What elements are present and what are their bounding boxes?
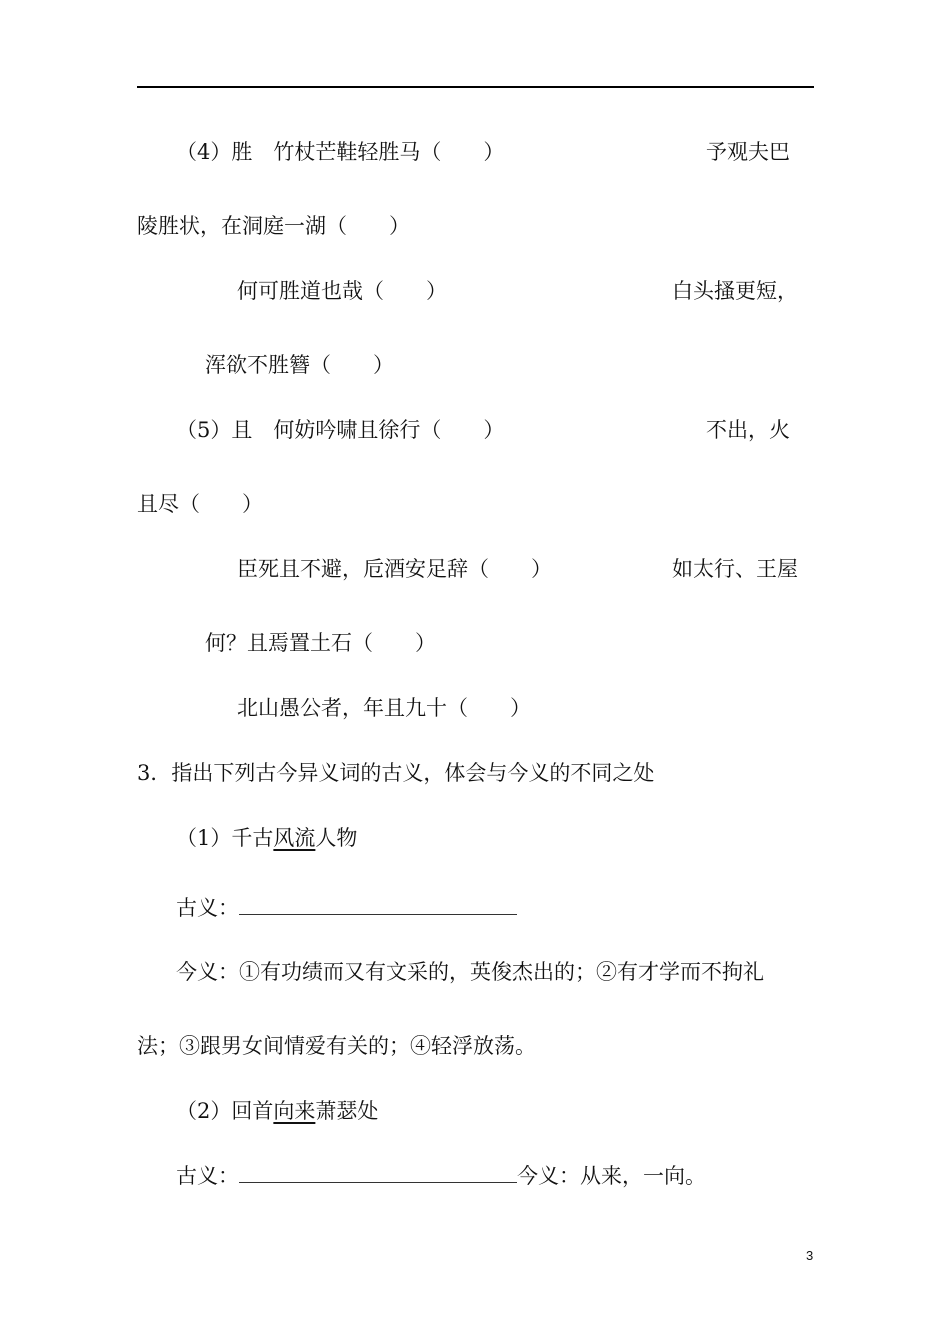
- q3-sub-2-suffix: 萧瑟处: [315, 1099, 379, 1123]
- gu-yi-label: 古义：: [176, 896, 239, 920]
- gu-yi-row-1: [176, 894, 517, 922]
- item5-line-4: 何？且焉置土石（ ）: [205, 631, 436, 655]
- jin-yi-line-1: 今义：①有功绩而又有文采的，英俊杰出的；②有才学而不拘礼: [176, 960, 764, 984]
- q3-sub-1-word: 风流: [273, 826, 316, 850]
- item5-right-1: 不出，火: [706, 418, 790, 442]
- jin-yi-2: 今义：从来，一向。: [517, 1164, 706, 1188]
- item5-line-5: 北山愚公者，年且九十（ ）: [237, 696, 531, 720]
- item4-right-1: 予观夫巴: [706, 140, 790, 164]
- item5-line-3: 臣死且不避，卮酒安足辞（ ）: [237, 557, 552, 581]
- item4-heading: （4）胜 竹杖芒鞋轻胜马（ ）: [176, 140, 505, 164]
- item4-line-3: 何可胜道也哉（ ）: [237, 279, 447, 303]
- header-rule: [137, 86, 814, 88]
- q3-sub-1-prefix: （1）千古: [176, 826, 274, 850]
- q3-sub-1-suffix: 人物: [315, 826, 358, 850]
- question-3-title: 3．指出下列古今异义词的古义，体会与今义的不同之处: [137, 761, 655, 785]
- q3-sub-2-prefix: （2）回首: [176, 1099, 274, 1123]
- item5-line-2: 且尽（ ）: [137, 492, 263, 516]
- item5-right-3: 如太行、王屋: [672, 557, 798, 581]
- item5-heading: （5）且 何妨吟啸且徐行（ ）: [176, 418, 505, 442]
- gu-yi-label-2: 古义：: [176, 1164, 239, 1188]
- item4-right-3: 白头搔更短，: [672, 279, 798, 303]
- item4-line-2: 陵胜状，在洞庭一湖（ ）: [137, 214, 410, 238]
- gu-yi-answer-blank-2[interactable]: [239, 1162, 517, 1183]
- q3-sub-1: [176, 824, 357, 852]
- page-number: 3: [806, 1248, 814, 1263]
- q3-sub-2-word: 向来: [273, 1099, 316, 1123]
- q3-sub-2: [176, 1097, 378, 1125]
- jin-yi-line-2: 法；③跟男女间情爱有关的；④轻浮放荡。: [137, 1034, 536, 1058]
- item4-line-4: 浑欲不胜簪（ ）: [205, 353, 394, 377]
- gu-yi-row-2: [176, 1162, 706, 1190]
- gu-yi-answer-blank[interactable]: [239, 894, 517, 915]
